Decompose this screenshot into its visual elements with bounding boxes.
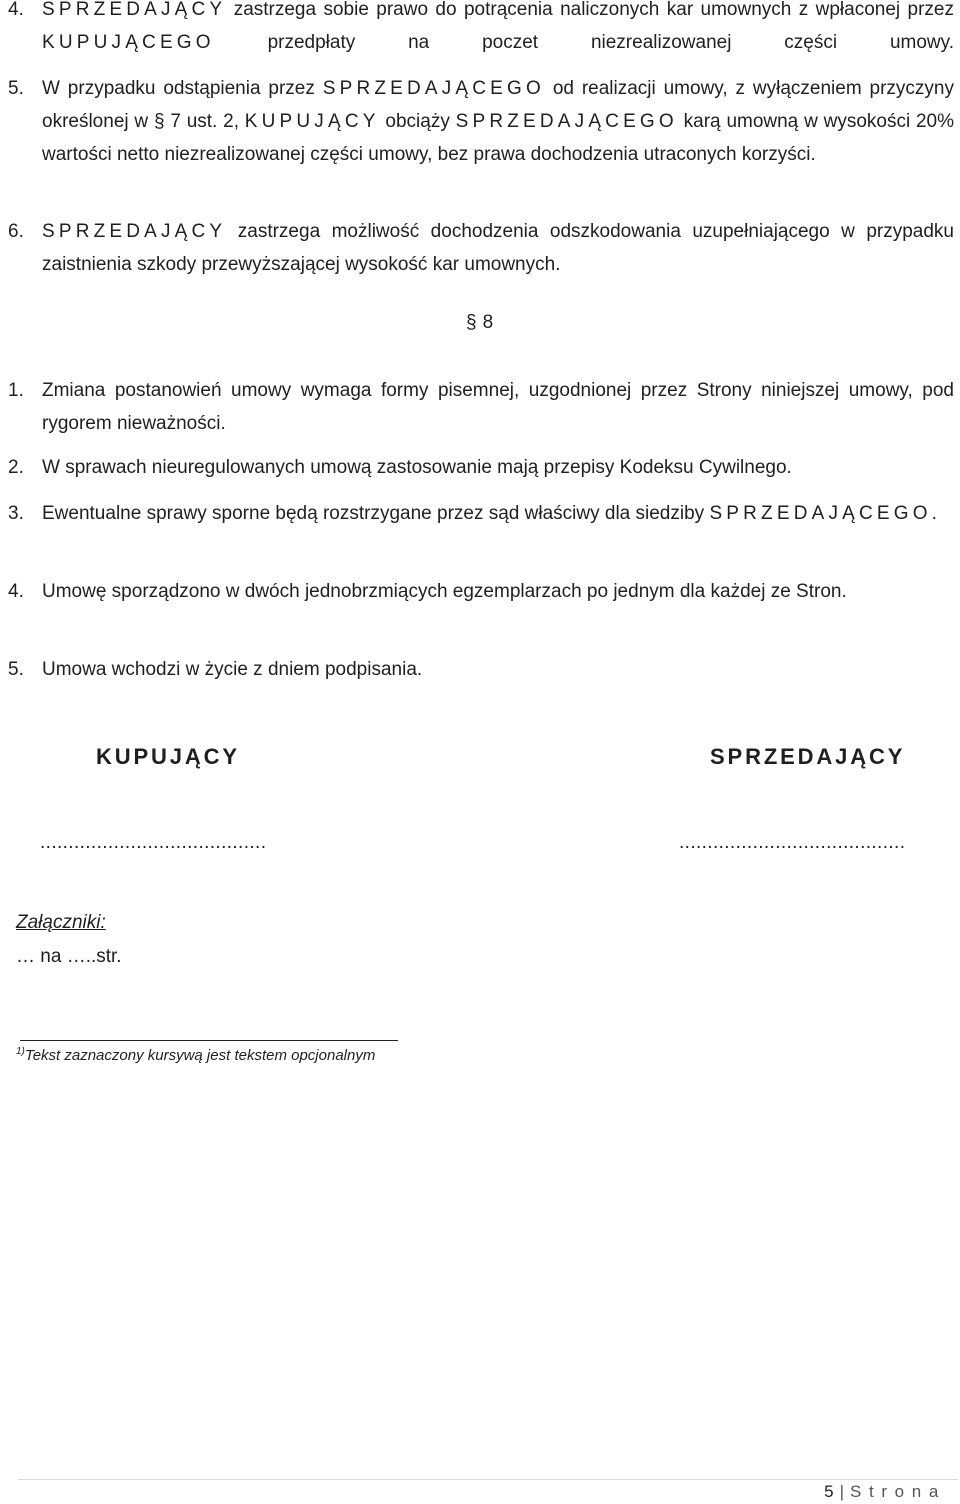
paragraph-4 [8,0,954,59]
paragraph-body: W przypadku odstąpienia przez SPRZEDAJĄCEGO od realizacji umowy, z wyłączeniem przyczyny określonej w § 7 ust. 2, KUPUJĄCY obciąży SPRZEDAJĄCEGO karą umowną w wysokości 20% wartości netto niezrealizowanej części umowy, bez prawa dochodzenia utraconych korzyści. [42,78,955,165]
signature-buyer-label: KUPUJĄCY [96,744,240,769]
clause-number: 2. [8,457,24,478]
clause-5 [8,653,954,686]
party-seller: SPRZEDAJĄCY [42,0,227,20]
party-buyer: KUPUJĄCY [244,111,380,132]
clause-number: 4. [8,581,24,602]
page-number: 5 [824,1482,834,1501]
footnote-separator [20,1040,398,1041]
clause-text: Ewentualne sprawy sporne będą rozstrzygane przez sąd właściwy dla siedziby SPRZEDAJĄCEGO. [42,503,942,524]
footer-rule [18,1479,958,1480]
signature-seller-label: SPRZEDAJĄCY [710,744,906,769]
section-symbol: § [466,312,477,333]
clause-3 [8,497,954,530]
signature-buyer-line: ........................................ [40,832,267,853]
clause-text: W sprawach nieuregulowanych umową zastosowanie mają przepisy Kodeksu Cywilnego. [42,457,792,478]
clause-text: Zmiana postanowień umowy wymaga formy pisemnej, uzgodnionej przez Strony niniejszej umowy, pod rygorem nieważności. [42,380,954,434]
paragraph-5 [8,72,954,171]
clause-number: 1. [8,380,24,401]
clause-2 [8,451,954,484]
footer-label: Strona [850,1482,946,1501]
paragraph-body: SPRZEDAJĄCY zastrzega sobie prawo do potrącenia naliczonych kar umownych z wpłaconej przez KUPUJĄCEGO przedpłaty na poczet niezrealizowanej części umowy. [42,0,954,53]
footnote-text: Tekst zaznaczony kursywą jest tekstem opcjonalnym [24,1047,376,1064]
paragraph-body: SPRZEDAJĄCY zastrzega możliwość dochodzenia odszkodowania uzupełniającego w przypadku zaistnienia szkody przewyższającej wysokość kar umownych. [42,221,954,275]
paragraph-number: 5. [8,78,24,99]
paragraph-6 [8,215,954,281]
clause-text: Umowa wchodzi w życie z dniem podpisania. [42,659,423,680]
footnote-mark: 1) [16,1046,25,1057]
clause-text: Umowę sporządzono w dwóch jednobrzmiących egzemplarzach po jednym dla każdej ze Stron. [42,581,847,602]
footnote [16,1046,375,1064]
paragraph-number: 4. [8,0,24,20]
party-seller: SPRZEDAJĄCEGO. [709,503,942,524]
footer-separator: | [839,1482,844,1501]
party-seller: SPRZEDAJĄCEGO [455,111,678,132]
party-seller: SPRZEDAJĄCY [42,221,227,242]
clause-4 [8,575,954,608]
clause-number: 3. [8,503,24,524]
attachments-line: … na …..str. [16,946,122,967]
party-seller: SPRZEDAJĄCEGO [322,78,545,99]
party-buyer: KUPUJĄCEGO [42,32,215,53]
signature-seller-line: ........................................ [679,832,906,853]
section-number: 8 [482,312,494,333]
section-heading [466,306,493,339]
paragraph-number: 6. [8,221,24,242]
clause-1 [8,374,954,440]
attachments-title: Załączniki: [16,912,106,933]
clause-number: 5. [8,659,24,680]
page-footer [824,1482,946,1502]
